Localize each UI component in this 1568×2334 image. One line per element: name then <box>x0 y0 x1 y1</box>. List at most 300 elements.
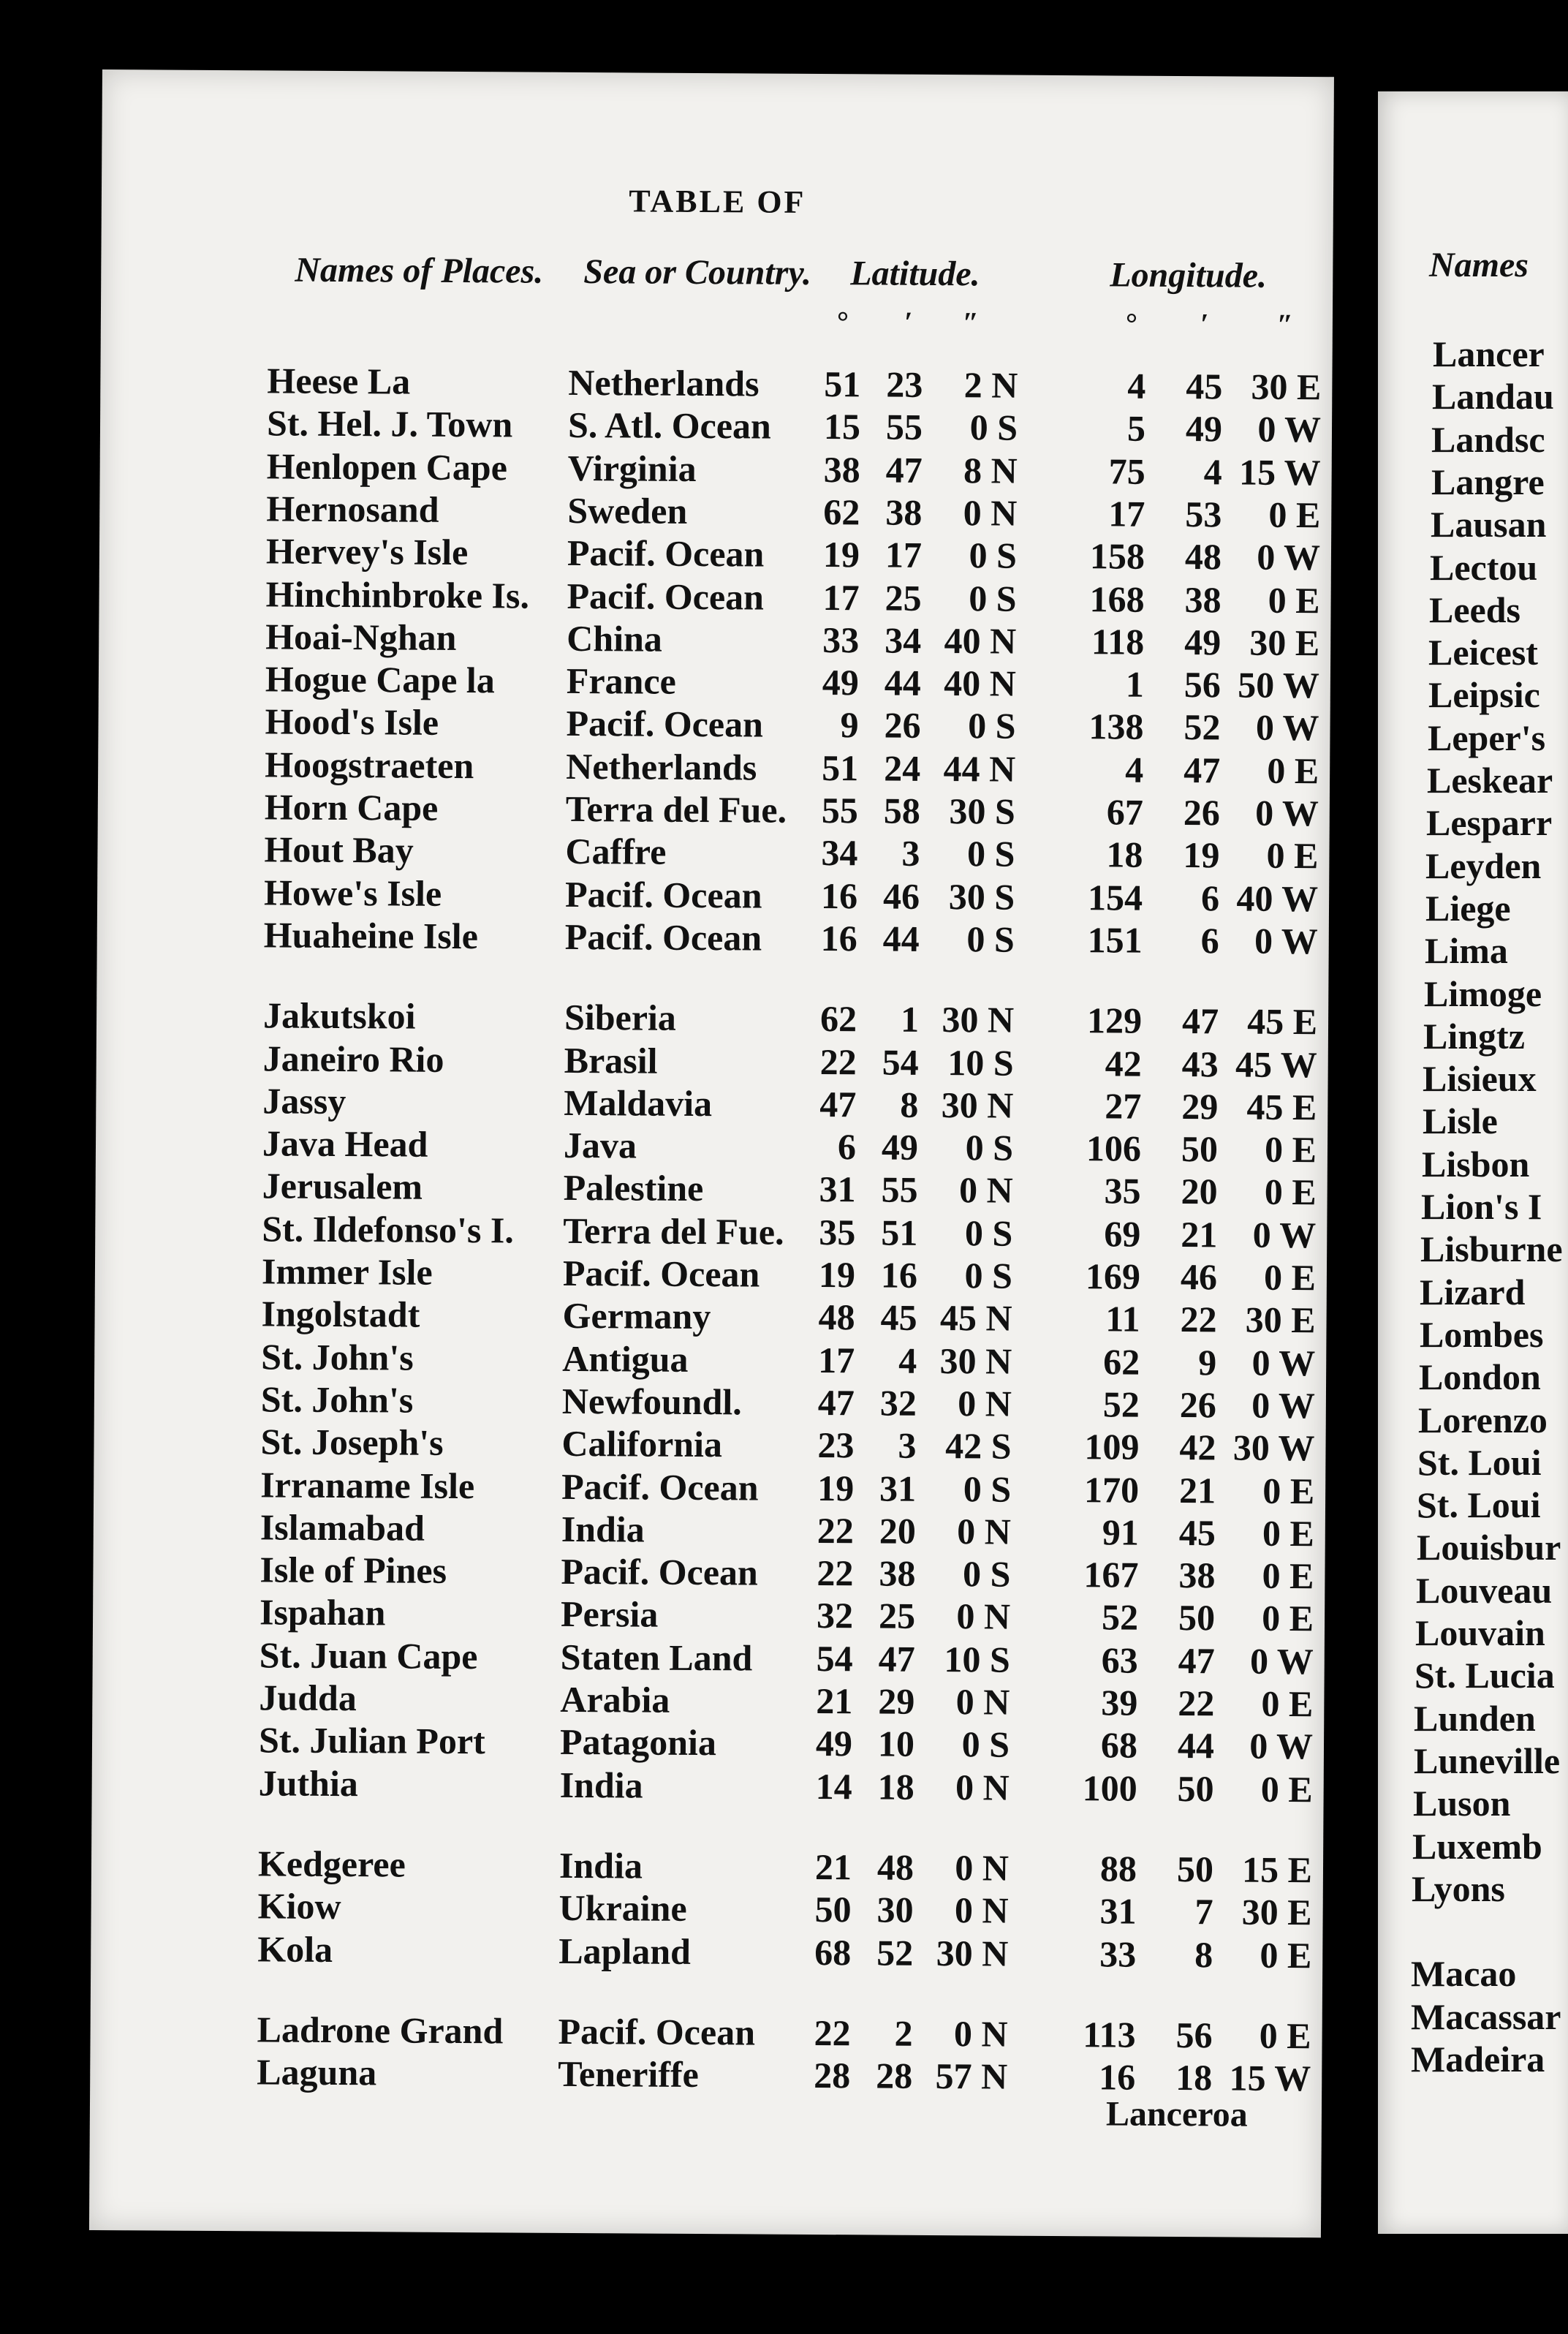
cell-lon-m: 6 <box>1200 877 1220 918</box>
cell-lat-d: 47 <box>817 1381 855 1424</box>
facing-entry: Lesparr <box>1426 802 1553 844</box>
facing-entry: Macassar <box>1411 1995 1561 2037</box>
cell-lat-s: 30 S <box>949 790 1015 832</box>
cell-lat-s: 0 S <box>966 918 1015 960</box>
cell-lat-s: 40 N <box>944 662 1017 704</box>
cell-lat-m: 51 <box>881 1212 918 1253</box>
facing-entry: St. Loui <box>1417 1441 1542 1483</box>
cell-lat-s: 10 S <box>947 1041 1014 1084</box>
cell-lat-d: 62 <box>823 491 860 533</box>
cell-name: Janeiro Rio <box>262 1037 444 1080</box>
cell-lat-m: 47 <box>885 449 923 491</box>
facing-entry: Landsc <box>1431 418 1545 460</box>
cell-lat-d: 47 <box>819 1083 857 1125</box>
facing-entry: Leyden <box>1425 845 1542 886</box>
header-names: Names of Places. <box>295 250 544 291</box>
cell-lat-d: 22 <box>819 1041 857 1082</box>
cell-lat-d: 19 <box>817 1467 855 1508</box>
cell-lat-d: 17 <box>822 576 860 618</box>
cell-lat-d: 68 <box>814 1931 852 1973</box>
facing-entry: Leper's <box>1428 717 1546 758</box>
cell-name: Jerusalem <box>262 1165 423 1208</box>
cell-name: Hogue Cape la <box>265 658 495 701</box>
cell-lon-d: 170 <box>1083 1468 1140 1511</box>
cell-sea: Pacif. Ocean <box>561 1465 759 1508</box>
cell-name: Kola <box>257 1927 333 1970</box>
cell-name: St. Hel. J. Town <box>266 402 513 445</box>
cell-sea: Patagonia <box>559 1721 717 1764</box>
cell-lat-m: 3 <box>898 1424 917 1467</box>
facing-entry: Lion's I <box>1421 1186 1542 1227</box>
cell-lat-m: 17 <box>885 534 923 576</box>
facing-entry: Louvain <box>1415 1612 1545 1653</box>
cell-lon-d: 100 <box>1082 1767 1137 1809</box>
cell-lon-d: 39 <box>1101 1682 1138 1723</box>
cell-lon-m: 29 <box>1181 1085 1219 1128</box>
cell-lon-s: 50 W <box>1238 664 1320 706</box>
cell-sea: Brasil <box>564 1039 658 1081</box>
cell-lon-s: 0 E <box>1264 1128 1317 1171</box>
cell-lon-d: 16 <box>1099 2056 1136 2098</box>
cell-sea: Ukraine <box>558 1887 687 1930</box>
cell-lat-s: 0 S <box>968 705 1016 747</box>
facing-entry: Luneville <box>1414 1740 1561 1781</box>
cell-name: St. John's <box>261 1335 414 1378</box>
facing-entry: Lombes <box>1420 1313 1544 1355</box>
cell-name: St. Julian Port <box>258 1719 485 1762</box>
cell-lon-d: 68 <box>1100 1724 1138 1766</box>
cell-name: Hoogstraeten <box>265 744 474 786</box>
cell-lat-d: 23 <box>817 1424 855 1466</box>
cell-lon-m: 56 <box>1183 664 1222 706</box>
cell-lat-d: 32 <box>816 1595 854 1636</box>
cell-sea: Virginia <box>567 447 697 489</box>
cell-name: Laguna <box>257 2051 377 2093</box>
cell-sea: Antigua <box>562 1337 689 1380</box>
cell-lat-s: 0 S <box>966 833 1015 875</box>
cell-lat-d: 54 <box>816 1637 853 1679</box>
cell-lat-m: 8 <box>900 1084 919 1125</box>
cell-lon-s: 0 E <box>1259 2014 1311 2056</box>
cell-lon-s: 0 E <box>1262 1470 1315 1511</box>
facing-entry: St. Lucia <box>1414 1655 1555 1696</box>
cell-lon-d: 106 <box>1086 1128 1142 1169</box>
cell-lat-d: 28 <box>814 2055 851 2096</box>
cell-lon-s: 30 E <box>1241 1891 1312 1933</box>
cell-lat-d: 35 <box>819 1211 856 1253</box>
cell-lon-d: 109 <box>1084 1426 1140 1468</box>
cell-sea: Pacif. Ocean <box>562 1252 760 1295</box>
facing-entry: Liege <box>1425 887 1511 929</box>
facing-entry: Lancer <box>1433 333 1545 374</box>
facing-entry: Leicest <box>1428 632 1538 673</box>
cell-lon-d: 138 <box>1088 706 1144 748</box>
cell-lon-s: 0 E <box>1266 835 1319 877</box>
cell-lon-d: 91 <box>1102 1511 1139 1553</box>
cell-lat-d: 22 <box>817 1509 854 1552</box>
facing-entry: Limoge <box>1424 972 1542 1014</box>
cell-sea: India <box>558 1844 643 1887</box>
cell-sea: Pacif. Ocean <box>567 532 765 575</box>
cell-lon-s: 15 E <box>1241 1848 1313 1891</box>
facing-entry: Lisburne <box>1420 1228 1563 1270</box>
cell-sea: Palestine <box>563 1167 704 1209</box>
cell-name: Hervey's Isle <box>265 530 469 573</box>
cell-lat-s: 0 S <box>969 577 1017 619</box>
facing-entry: Louisbur <box>1417 1527 1561 1568</box>
cell-lon-m: 21 <box>1178 1469 1216 1511</box>
table-title: TABLE OF <box>629 183 806 220</box>
cell-sea: Persia <box>560 1593 659 1636</box>
lat-sec-unit: ″ <box>962 306 980 339</box>
cell-lon-s: 30 E <box>1249 622 1320 663</box>
cell-lon-s: 0 W <box>1251 1342 1316 1383</box>
cell-sea: Germany <box>562 1295 711 1337</box>
cell-sea: Terra del Fue. <box>563 1209 784 1253</box>
header-sea: Sea or Country. <box>583 252 812 292</box>
cell-lon-m: 49 <box>1185 408 1223 450</box>
cell-lat-d: 50 <box>814 1889 852 1930</box>
cell-lon-m: 47 <box>1183 749 1221 791</box>
cell-lat-s: 30 N <box>941 1084 1014 1126</box>
cell-sea: China <box>567 617 663 660</box>
cell-name: St. Joseph's <box>260 1421 444 1464</box>
facing-entry: Leeds <box>1429 589 1520 630</box>
cell-sea: S. Atl. Ocean <box>567 404 772 447</box>
lon-deg-unit: ° <box>1125 306 1138 340</box>
cell-lat-d: 15 <box>823 406 861 447</box>
cell-name: Heese La <box>267 360 411 402</box>
cell-lat-s: 0 S <box>969 407 1018 448</box>
cell-name: Howe's Isle <box>263 871 442 914</box>
cell-lat-d: 48 <box>818 1296 855 1338</box>
cell-lat-m: 31 <box>879 1468 917 1509</box>
cell-lat-s: 30 N <box>936 1932 1009 1974</box>
cell-lon-d: 69 <box>1104 1213 1141 1255</box>
cell-lon-s: 30 E <box>1245 1299 1316 1341</box>
left-page <box>89 69 1334 2237</box>
cell-lat-s: 0 N <box>955 1681 1010 1723</box>
cell-lat-m: 44 <box>884 662 922 703</box>
cell-lon-m: 47 <box>1181 1000 1219 1042</box>
cell-lat-m: 26 <box>884 704 921 747</box>
cell-lon-d: 18 <box>1106 834 1143 876</box>
cell-lat-d: 22 <box>814 2012 851 2054</box>
cell-sea: Netherlands <box>566 745 757 788</box>
cell-lat-m: 34 <box>885 619 922 661</box>
cell-sea: Siberia <box>564 997 677 1039</box>
cell-sea: Pacif. Ocean <box>567 575 765 618</box>
cell-lat-s: 0 N <box>957 1510 1011 1552</box>
cell-lon-s: 0 E <box>1268 494 1321 536</box>
facing-entry: Lisieux <box>1423 1058 1537 1100</box>
cell-name: Kedgeree <box>257 1843 406 1885</box>
cell-lat-s: 0 N <box>955 1766 1010 1808</box>
cell-lat-m: 58 <box>883 790 920 831</box>
cell-lat-d: 62 <box>819 998 857 1040</box>
cell-lat-m: 48 <box>876 1846 914 1888</box>
cell-name: St. John's <box>260 1378 414 1421</box>
cell-lon-m: 47 <box>1178 1639 1215 1682</box>
cell-lon-s: 0 E <box>1267 749 1319 791</box>
cell-name: Jakutskoi <box>262 994 416 1037</box>
cell-lat-m: 3 <box>901 832 920 875</box>
facing-entry: Lorenzo <box>1418 1399 1548 1440</box>
cell-lon-m: 6 <box>1200 920 1219 962</box>
cell-lat-s: 0 N <box>955 1847 1010 1889</box>
cell-lat-s: 0 N <box>958 1383 1012 1424</box>
facing-entry: Leskear <box>1427 760 1553 801</box>
cell-lat-s: 0 S <box>961 1723 1010 1765</box>
cell-lon-m: 26 <box>1183 792 1220 834</box>
cell-lon-m: 46 <box>1180 1256 1218 1298</box>
cell-name: Judda <box>259 1677 357 1719</box>
cell-sea: Newfoundl. <box>561 1380 742 1423</box>
facing-entry: St. Loui <box>1417 1484 1541 1526</box>
cell-lon-m: 19 <box>1183 834 1220 876</box>
cell-name: Hood's Isle <box>265 700 439 744</box>
cell-lon-d: 4 <box>1125 749 1144 790</box>
cell-lon-s: 0 E <box>1262 1598 1314 1639</box>
cell-lon-s: 0 W <box>1257 408 1322 450</box>
cell-name: St. Juan Cape <box>259 1634 478 1677</box>
facing-header-names: Names <box>1429 246 1529 284</box>
cell-lon-m: 38 <box>1184 578 1222 620</box>
cell-lat-s: 0 N <box>963 492 1018 534</box>
cell-lat-s: 57 N <box>935 2055 1008 2097</box>
cell-lat-s: 0 S <box>963 1468 1012 1510</box>
cell-lat-d: 6 <box>837 1126 857 1168</box>
cell-lat-m: 2 <box>894 2012 913 2054</box>
cell-lon-d: 129 <box>1086 1000 1143 1041</box>
cell-lon-m: 22 <box>1178 1682 1215 1724</box>
facing-entry: Madeira <box>1411 2039 1545 2080</box>
cell-lat-d: 19 <box>818 1254 856 1296</box>
cell-lon-m: 53 <box>1185 493 1222 535</box>
facing-entry: Louveau <box>1416 1569 1553 1611</box>
cell-lon-s: 0 E <box>1263 1256 1317 1299</box>
cell-lat-m: 38 <box>879 1552 916 1594</box>
cell-lon-s: 40 W <box>1236 877 1319 919</box>
cell-lon-s: 45 E <box>1247 1000 1318 1043</box>
cell-lat-d: 31 <box>819 1168 856 1210</box>
cell-lat-m: 54 <box>882 1041 919 1083</box>
cell-lat-d: 21 <box>814 1846 852 1888</box>
cell-lat-d: 51 <box>822 747 859 789</box>
cell-lon-m: 26 <box>1179 1383 1217 1426</box>
cell-lon-s: 0 E <box>1260 1768 1313 1810</box>
cell-lon-d: 42 <box>1105 1042 1142 1084</box>
cell-lon-m: 42 <box>1179 1427 1216 1468</box>
cell-sea: India <box>561 1508 645 1550</box>
cell-sea: Pacif. Ocean <box>564 873 762 916</box>
facing-entry: Langre <box>1431 461 1545 502</box>
cell-lon-d: 67 <box>1106 791 1143 833</box>
cell-lat-d: 21 <box>816 1680 853 1722</box>
cell-sea: Teneriffe <box>558 2052 699 2096</box>
cell-lon-s: 0 W <box>1249 1725 1314 1767</box>
cell-lon-m: 18 <box>1175 2057 1213 2099</box>
cell-lat-d: 38 <box>823 448 860 490</box>
cell-name: Juthia <box>258 1761 359 1804</box>
cell-sea: Pacif. Ocean <box>566 703 764 745</box>
cell-sea: California <box>561 1423 723 1465</box>
cell-lon-s: 0 E <box>1268 579 1320 621</box>
cell-lat-s: 0 S <box>964 1212 1013 1254</box>
cell-lon-m: 50 <box>1181 1128 1219 1170</box>
cell-lat-s: 10 S <box>944 1638 1010 1680</box>
lat-deg-unit: ° <box>836 305 849 339</box>
cell-lat-m: 16 <box>880 1254 918 1296</box>
cell-lon-s: 0 E <box>1262 1512 1314 1554</box>
lon-min-unit: ′ <box>1200 307 1209 341</box>
cell-lon-s: 30 W <box>1232 1427 1315 1469</box>
cell-lon-s: 0 E <box>1260 1934 1312 1976</box>
cell-lat-s: 0 S <box>965 1127 1014 1168</box>
cell-lon-m: 49 <box>1184 621 1222 663</box>
cell-lat-m: 1 <box>900 998 920 1041</box>
cell-lat-s: 0 N <box>958 1169 1013 1212</box>
cell-lat-m: 38 <box>885 491 923 533</box>
cell-lon-m: 52 <box>1183 706 1221 748</box>
cell-lon-s: 0 E <box>1261 1682 1314 1725</box>
cell-lon-m: 38 <box>1178 1555 1216 1596</box>
cell-lon-d: 5 <box>1126 407 1146 450</box>
cell-name: Hinchinbroke Is. <box>265 573 530 616</box>
cell-lon-m: 43 <box>1181 1043 1219 1084</box>
cell-lon-s: 45 E <box>1246 1086 1317 1128</box>
cell-name: Kiow <box>257 1885 341 1927</box>
cell-lat-s: 30 N <box>942 999 1015 1041</box>
facing-entry: Lunden <box>1414 1697 1536 1739</box>
cell-lat-s: 0 S <box>964 1255 1013 1296</box>
cell-sea: Terra del Fue. <box>565 788 787 831</box>
cell-lon-d: 88 <box>1099 1848 1137 1889</box>
cell-sea: Caffre <box>565 831 667 873</box>
cell-lat-s: 2 N <box>963 364 1018 406</box>
cell-sea: Sweden <box>567 489 688 532</box>
cell-sea: India <box>559 1764 643 1806</box>
cell-lon-s: 0 W <box>1249 1640 1314 1682</box>
cell-lon-d: 31 <box>1099 1890 1137 1932</box>
cell-lon-d: 151 <box>1087 919 1143 961</box>
cell-lat-s: 0 N <box>953 2012 1008 2055</box>
cell-sea: Maldavia <box>564 1081 713 1124</box>
cell-lon-m: 8 <box>1194 1933 1213 1975</box>
cell-lat-m: 52 <box>876 1932 914 1974</box>
cell-lon-m: 22 <box>1180 1299 1217 1340</box>
cell-name: Hoai-Nghan <box>265 616 457 658</box>
cell-name: Irraname Isle <box>260 1463 475 1506</box>
cell-lon-m: 4 <box>1203 450 1222 492</box>
header-longitude: Longitude. <box>1110 255 1268 295</box>
cell-lon-s: 0 E <box>1264 1171 1317 1213</box>
facing-entry: Lausan <box>1431 504 1547 545</box>
cell-sea: Java <box>563 1124 637 1166</box>
cell-lat-m: 18 <box>877 1766 914 1808</box>
cell-lat-d: 33 <box>822 619 860 661</box>
cell-lon-m: 21 <box>1181 1213 1218 1255</box>
cell-lat-d: 49 <box>815 1723 853 1764</box>
cell-lat-m: 24 <box>884 747 921 789</box>
cell-lat-m: 25 <box>885 577 922 619</box>
cell-lon-d: 17 <box>1108 493 1145 535</box>
cell-lat-m: 23 <box>886 363 923 405</box>
cell-sea: Arabia <box>560 1678 670 1721</box>
cell-lat-m: 46 <box>882 875 920 917</box>
cell-lat-d: 19 <box>822 534 860 575</box>
cell-lat-s: 0 S <box>962 1553 1011 1595</box>
cell-lat-s: 0 N <box>956 1595 1011 1638</box>
cell-lat-s: 44 N <box>943 747 1016 790</box>
cell-lon-s: 0 E <box>1262 1555 1314 1597</box>
cell-lon-d: 11 <box>1105 1298 1140 1340</box>
cell-lat-s: 0 S <box>969 535 1018 576</box>
cell-lon-d: 167 <box>1083 1554 1139 1595</box>
cell-lat-s: 45 N <box>939 1297 1012 1339</box>
cell-lat-d: 34 <box>821 832 858 874</box>
cell-name: Java Head <box>262 1122 428 1165</box>
cell-lon-m: 44 <box>1177 1725 1215 1767</box>
cell-sea: Staten Land <box>560 1636 753 1679</box>
cell-lat-d: 16 <box>820 917 857 959</box>
cell-name: Isle of Pines <box>260 1549 447 1592</box>
cell-sea: Pacif. Ocean <box>564 915 762 959</box>
facing-entry: Lectou <box>1430 546 1538 588</box>
cell-lon-m: 50 <box>1176 1848 1214 1890</box>
cell-lat-d: 9 <box>840 704 859 746</box>
cell-lon-d: 63 <box>1101 1639 1138 1681</box>
cell-lon-s: 45 W <box>1235 1043 1317 1085</box>
cell-lat-s: 30 N <box>939 1340 1012 1382</box>
cell-sea: Netherlands <box>568 361 760 404</box>
cell-lon-d: 158 <box>1089 535 1145 577</box>
cell-lat-m: 45 <box>880 1296 917 1339</box>
cell-lon-m: 45 <box>1186 366 1223 407</box>
cell-lon-s: 0 W <box>1255 792 1319 834</box>
cell-sea: Lapland <box>558 1930 692 1972</box>
cell-name: Jassy <box>262 1080 346 1122</box>
cell-lat-s: 0 N <box>954 1889 1009 1931</box>
facing-entry: Lyons <box>1412 1867 1505 1909</box>
cell-name: Ingolstadt <box>261 1293 420 1335</box>
lat-min-unit: ′ <box>904 305 913 339</box>
cell-lon-d: 75 <box>1108 450 1145 492</box>
cell-lat-m: 25 <box>878 1595 916 1637</box>
cell-lat-m: 20 <box>879 1510 916 1552</box>
cell-lat-s: 8 N <box>963 449 1018 491</box>
cell-lon-m: 56 <box>1175 2014 1213 2056</box>
cell-lon-s: 15 W <box>1229 2057 1311 2099</box>
cell-lat-d: 55 <box>821 790 859 831</box>
cell-lon-m: 7 <box>1194 1891 1213 1933</box>
facing-entry: Lisle <box>1423 1100 1498 1142</box>
cell-lat-d: 17 <box>818 1339 855 1381</box>
cell-lon-m: 50 <box>1178 1597 1216 1639</box>
cell-lat-s: 30 S <box>948 875 1015 918</box>
cell-lon-d: 52 <box>1102 1383 1140 1425</box>
cell-lon-d: 169 <box>1085 1255 1141 1297</box>
cell-lat-d: 16 <box>820 875 858 916</box>
cell-lat-m: 49 <box>881 1126 919 1168</box>
cell-lon-d: 168 <box>1089 578 1145 620</box>
cell-lon-d: 118 <box>1091 621 1145 662</box>
cell-name: Henlopen Cape <box>266 445 508 488</box>
header-latitude: Latitude. <box>850 254 980 294</box>
cell-lat-m: 10 <box>877 1723 915 1765</box>
cell-lat-d: 14 <box>815 1765 852 1807</box>
facing-entry: Lisbon <box>1422 1143 1530 1185</box>
